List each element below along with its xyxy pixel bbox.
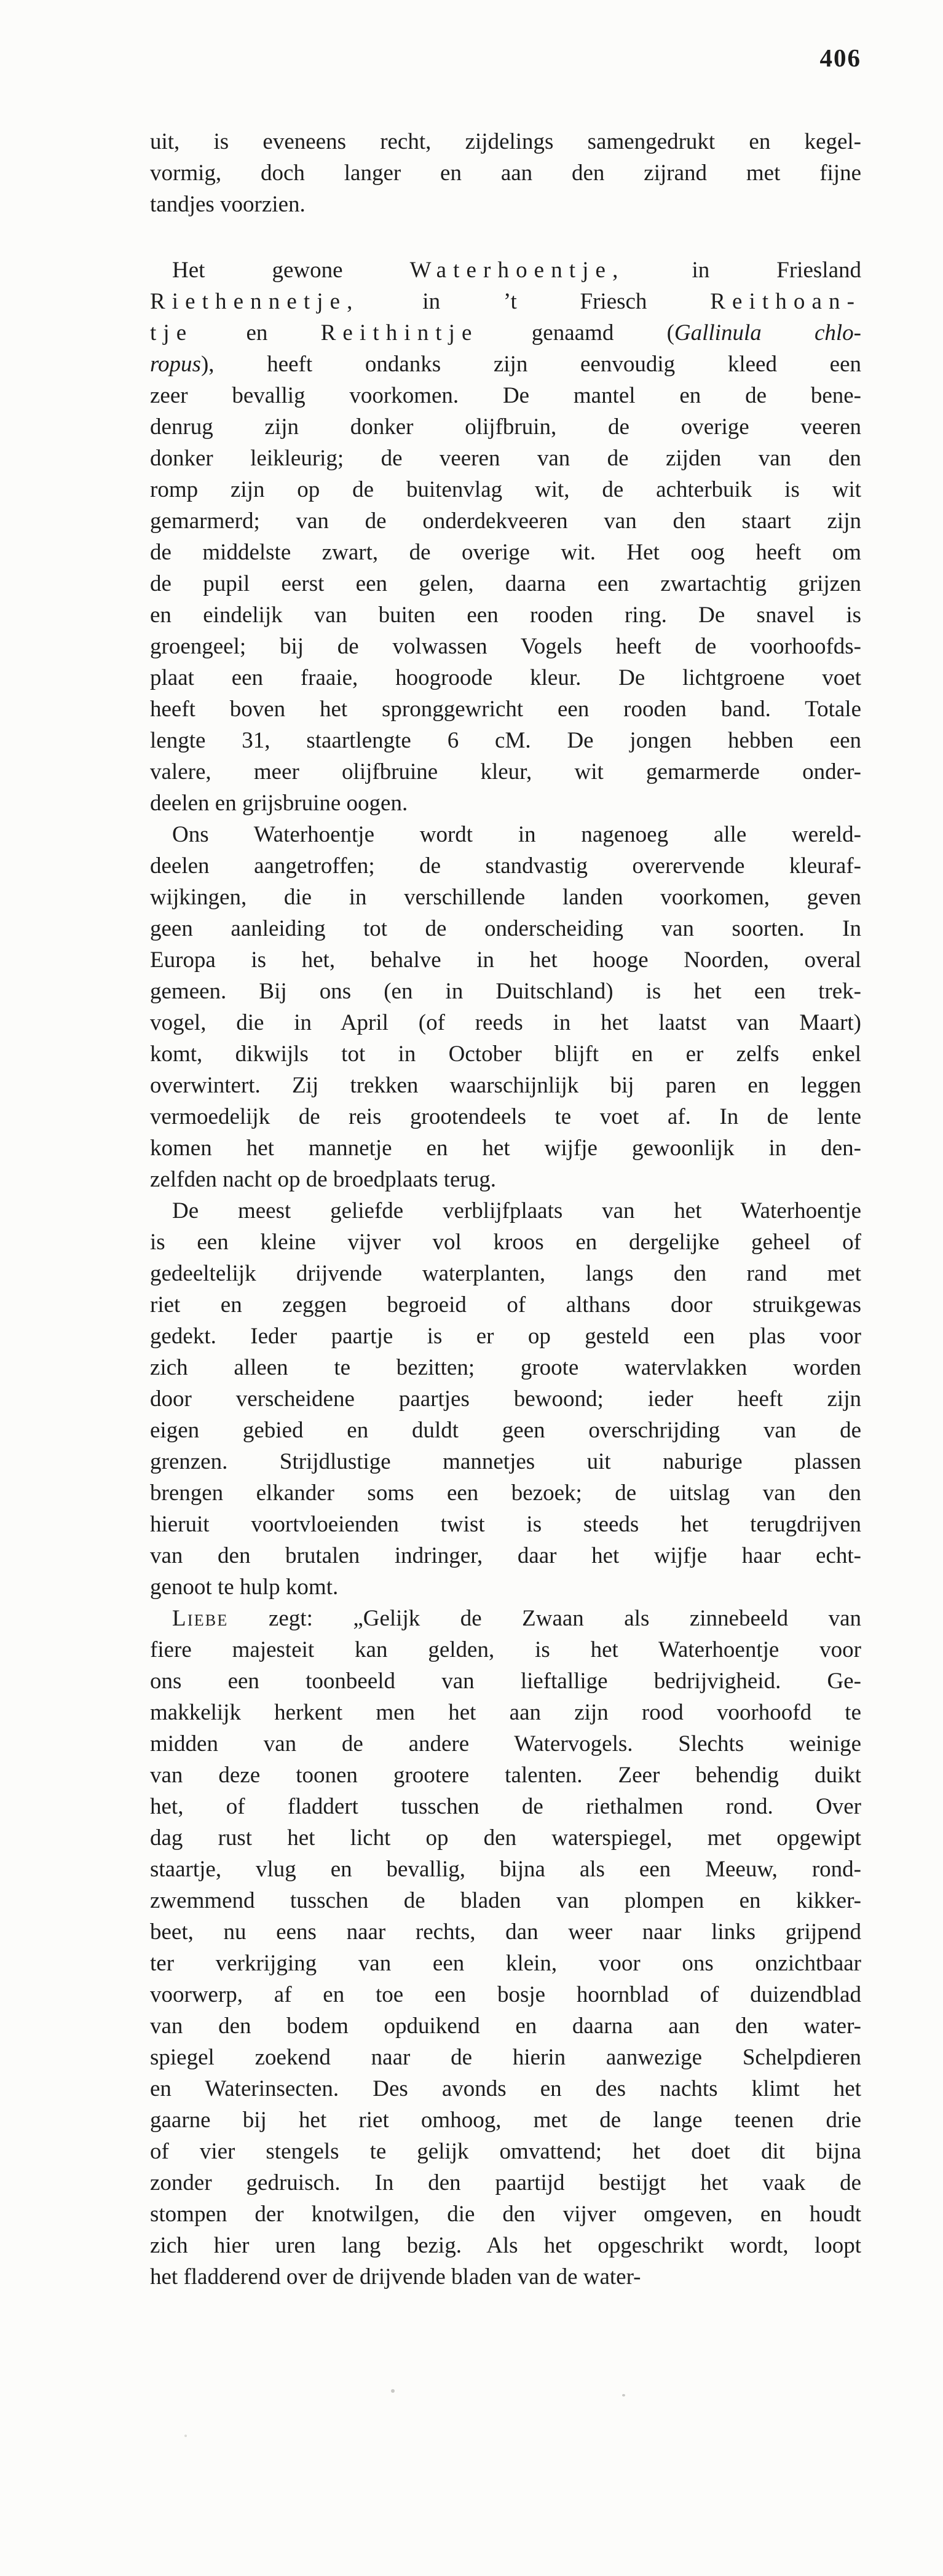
body-text: donker leikleurig; de veeren van de zijden van den: [150, 446, 861, 471]
body-text: eigen gebied en duldt geen overschrijding van de: [150, 1418, 861, 1443]
body-text: gemarmerd; van de onderdekveeren van den staart zijn: [150, 508, 861, 534]
text-line: [150, 599, 861, 631]
text-line: [150, 693, 861, 725]
body-text: en eindelijk van buiten een rooden ring. De snavel is: [150, 603, 861, 628]
text-line: [150, 850, 861, 882]
body-text: ons een toonbeeld van lieftallige bedrijvigheid. Ge-: [150, 1669, 861, 1694]
body-text: zeer bevallig voorkomen. De mantel en de bene-: [150, 383, 861, 408]
text-line: [150, 1665, 861, 1697]
body-text: heeft boven het spronggewricht een rooden band. Totale: [150, 697, 861, 722]
body-text: Ons Waterhoentje wordt in nagenoeg alle wereld-: [172, 822, 861, 847]
paragraph: [150, 1195, 861, 1603]
paragraph: [150, 255, 861, 819]
body-text: genaamd (: [478, 320, 674, 346]
text-line: [150, 756, 861, 788]
body-text: fiere majesteit kan gelden, is het Waterhoentje voor: [150, 1637, 861, 1662]
text-line: [150, 411, 861, 443]
body-text: brengen elkander soms een bezoek; de uitslag van den: [150, 1480, 861, 1506]
text-line: [150, 1697, 861, 1728]
body-text: en Waterinsecten. Des avonds en des nachts klimt het: [150, 2076, 861, 2101]
body-text: het, of fladdert tusschen de riethalmen rond. Over: [150, 1794, 861, 1819]
text-line: [150, 1760, 861, 1791]
body-text: makkelijk herkent men het aan zijn rood voorhoofd te: [150, 1700, 861, 1725]
body-text: gedeeltelijk drijvende waterplanten, langs den rand met: [150, 1261, 861, 1286]
page-header: [150, 43, 861, 73]
body-text: de pupil eerst een gelen, daarna een zwartachtig grijzen: [150, 571, 861, 596]
text-line: [150, 631, 861, 662]
text-line: [150, 1728, 861, 1760]
body-text: spiegel zoekend naar de hierin aanwezige Schelpdieren: [150, 2045, 861, 2070]
body-text: uit, is eveneens recht, zijdelings samengedrukt en kegel-: [150, 129, 861, 154]
scan-artifact: [391, 2389, 395, 2393]
text-line: [150, 2104, 861, 2136]
body-text: vormig, doch langer en aan den zijrand met fijne: [150, 160, 861, 186]
body-text: zich alleen te bezitten; groote watervlakken worden: [150, 1355, 861, 1380]
text-line: [150, 1603, 861, 1634]
body-text: De meest geliefde verblijfplaats van het Waterhoentje: [172, 1198, 861, 1223]
text-line: [150, 2042, 861, 2073]
body-text: van den bodem opduikend en daarna aan den water-: [150, 2013, 861, 2039]
body-text: deelen en grijsbruine oogen.: [150, 791, 408, 816]
body-text: ter verkrijging van een klein, voor ons onzichtbaar: [150, 1951, 861, 1976]
body-text: romp zijn op de buitenvlag wit, de achterbuik is wit: [150, 477, 861, 502]
text-line: [150, 2136, 861, 2167]
body-text: zich hier uren lang bezig. Als het opgeschrikt wordt, loopt: [150, 2233, 861, 2258]
body-text: tandjes voorzien.: [150, 192, 306, 217]
text-line: [150, 1571, 861, 1603]
scan-artifact: [184, 2435, 187, 2437]
text-line: [150, 2261, 861, 2293]
paragraph: [150, 1603, 861, 2293]
body-text: ), heeft ondanks zijn eenvoudig kleed een: [200, 352, 861, 377]
body-text: geen aanleiding tot de onderscheiding van soorten. In: [150, 916, 861, 941]
body-text: beet, nu eens naar rechts, dan weer naar links grijpend: [150, 1919, 861, 1945]
text-line: [150, 2073, 861, 2104]
text-line: [150, 725, 861, 756]
body-text: door verscheidene paartjes bewoond; ieder heeft zijn: [150, 1386, 861, 1412]
body-text: van deze toonen grootere talenten. Zeer behendig duikt: [150, 1763, 861, 1788]
paragraph: [150, 126, 861, 220]
text-line: [150, 1289, 861, 1321]
text-line: [150, 474, 861, 505]
smallcaps-text: Liebe: [172, 1606, 229, 1631]
body-text: zegt: „Gelijk de Zwaan als zinnebeeld van: [228, 1606, 861, 1631]
text-line: [150, 788, 861, 819]
text-line: [150, 505, 861, 537]
text-line: [150, 1822, 861, 1854]
body-text: is een kleine vijver vol kroos en dergelijke geheel of: [150, 1230, 861, 1255]
text-line: [150, 537, 861, 568]
body-text: het fladderend over de drijvende bladen van de water-: [150, 2264, 641, 2290]
text-line: [150, 1634, 861, 1665]
text-line: [150, 1540, 861, 1571]
text-line: [150, 1446, 861, 1477]
body-text: riet en zeggen begroeid of althans door struikgewas: [150, 1292, 861, 1318]
body-text: voorwerp, af en toe een bosje hoornblad of duizendblad: [150, 1982, 861, 2007]
body-text: staartje, vlug en bevallig, bijna als een Meeuw, rond-: [150, 1857, 861, 1882]
body-text: van den brutalen indringer, daar het wijfje haar echt-: [150, 1543, 861, 1568]
text-line: [150, 1854, 861, 1885]
text-line: [150, 1916, 861, 1948]
body-text: de middelste zwart, de overige wit. Het oog heeft om: [150, 540, 861, 565]
body-text: dag rust het licht op den waterspiegel, met opgewipt: [150, 1825, 861, 1851]
body-text: midden van de andere Watervogels. Slechts weinige: [150, 1731, 861, 1756]
text-line: [150, 1164, 861, 1195]
body-text: grenzen. Strijdlustige mannetjes uit naburige plassen: [150, 1449, 861, 1474]
spaced-text: Waterhoentje,: [409, 258, 625, 283]
body-text: of vier stengels te gelijk omvattend; het doet dit bijna: [150, 2139, 861, 2164]
text-line: [150, 819, 861, 850]
text-line: [150, 1383, 861, 1415]
body-text: groengeel; bij de volwassen Vogels heeft de voorhoofds-: [150, 634, 861, 659]
text-line: [150, 1038, 861, 1070]
text-line: [150, 1321, 861, 1352]
text-line: [150, 1791, 861, 1822]
body-text: zelfden nacht op de broedplaats terug.: [150, 1167, 496, 1192]
text-line: [150, 1477, 861, 1509]
text-line: [150, 380, 861, 411]
body-text: denrug zijn donker olijfbruin, de overige veeren: [150, 414, 861, 440]
text-line: [150, 976, 861, 1007]
body-text: gedekt. Ieder paartje is er op gesteld een plas voor: [150, 1324, 861, 1349]
italic-text: ropus: [150, 352, 201, 377]
body-text: vogel, die in April (of reeds in het laatst van Maart): [150, 1010, 861, 1035]
body-text: Europa is het, behalve in het hooge Noorden, overal: [150, 947, 861, 973]
body-text: wijkingen, die in verschillende landen voorkomen, geven: [150, 885, 861, 910]
text-line: [150, 2010, 861, 2042]
body-text: komt, dikwijls tot in October blijft en er zelfs enkel: [150, 1041, 861, 1067]
text-line: [150, 126, 861, 157]
body-text: genoot te hulp komt.: [150, 1574, 339, 1600]
text-line: [150, 913, 861, 944]
body-text: zonder gedruisch. In den paartijd bestijgt het vaak de: [150, 2170, 861, 2195]
body-text: plaat een fraaie, hoogroode kleur. De lichtgroene voet: [150, 665, 861, 690]
body-text: en: [193, 320, 321, 346]
paragraph: [150, 819, 861, 1195]
body-text: komen het mannetje en het wijfje gewoonlijk in den-: [150, 1136, 861, 1161]
spaced-text: Reithintje: [320, 320, 479, 346]
text-line: [150, 349, 861, 380]
text-line: [150, 157, 861, 189]
page-number: 406: [819, 44, 861, 72]
body-text: in Friesland: [625, 258, 861, 283]
text-line: [150, 2199, 861, 2230]
text-block: [150, 126, 861, 2293]
text-line: [150, 189, 861, 220]
body-text: overwintert. Zij trekken waarschijnlijk bij paren en leggen: [150, 1073, 861, 1098]
text-line: [150, 255, 861, 286]
text-line: [150, 882, 861, 913]
text-line: [150, 2230, 861, 2261]
body-text: stompen der knotwilgen, die den vijver omgeven, en houdt: [150, 2202, 861, 2227]
body-text: gaarne bij het riet omhoog, met de lange teenen drie: [150, 2108, 861, 2133]
text-line: [150, 1509, 861, 1540]
text-line: [150, 1352, 861, 1383]
text-line: [150, 1885, 861, 1916]
spaced-text: tje: [150, 320, 194, 346]
text-line: [150, 662, 861, 693]
text-line: [150, 944, 861, 976]
text-line: [150, 1195, 861, 1227]
text-line: [150, 1948, 861, 1979]
text-line: [150, 286, 861, 317]
text-line: [150, 1415, 861, 1446]
body-text: deelen aangetroffen; de standvastig overervende kleuraf-: [150, 853, 861, 879]
italic-text: Gallinula chlo-: [674, 320, 861, 346]
text-line: [150, 2167, 861, 2199]
text-line: [150, 1132, 861, 1164]
spaced-text: Riethennetje,: [150, 289, 360, 314]
body-text: gemeen. Bij ons (en in Duitschland) is het een trek-: [150, 979, 861, 1004]
body-text: hieruit voortvloeienden twist is steeds het terugdrijven: [150, 1512, 861, 1537]
text-line: [150, 443, 861, 474]
text-line: [150, 568, 861, 599]
text-line: [150, 1227, 861, 1258]
body-text: valere, meer olijfbruine kleur, wit gemarmerde onder-: [150, 759, 861, 784]
text-line: [150, 1258, 861, 1289]
body-text: Het gewone: [172, 258, 410, 283]
text-line: [150, 317, 861, 349]
body-text: vermoedelijk de reis grootendeels te voet af. In de lente: [150, 1104, 861, 1129]
text-line: [150, 1101, 861, 1132]
body-text: lengte 31, staartlengte 6 cM. De jongen hebben een: [150, 728, 861, 753]
spaced-text: Reithoan-: [710, 289, 861, 314]
body-text: zwemmend tusschen de bladen van plompen en kikker-: [150, 1888, 861, 1913]
text-line: [150, 1070, 861, 1101]
text-line: [150, 1979, 861, 2010]
scan-artifact: [622, 2394, 625, 2396]
body-text: in ’t Friesch: [359, 289, 711, 314]
text-line: [150, 1007, 861, 1038]
